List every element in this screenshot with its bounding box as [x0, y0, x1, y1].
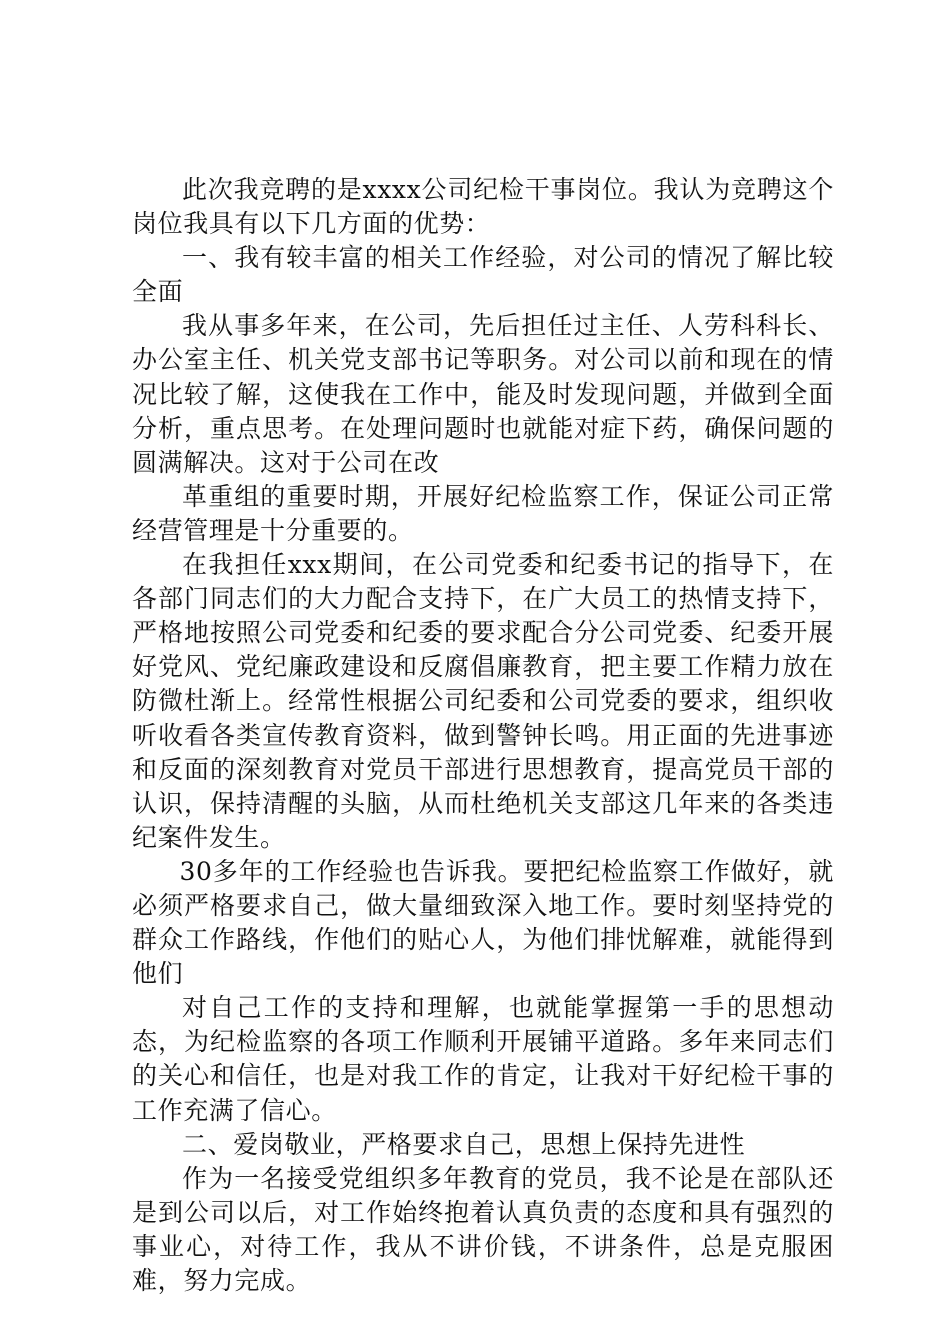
paragraph-experience: 我从事多年来，在公司，先后担任过主任、人劳科科长、办公室主任、机关党支部书记等职务。对公司以前和现在的情况比较了解，这使我在工作中，能及时发现问题，并做到全面分析，重点思考。在处理问题时也就能对症下药，确保问题的圆满解决。这对于公司在改 [132, 311, 834, 477]
paragraph-thirty-years: 30多年的工作经验也告诉我。要把纪检监察工作做好，就必须严格要求自己，做大量细致深入地工作。要时刻坚持党的群众工作路线，作他们的贴心人，为他们排忧解难，就能得到他们 [132, 856, 834, 989]
paragraph-support: 对自己工作的支持和理解，也就能掌握第一手的思想动态，为纪检监察的各项工作顺利开展铺平道路。多年来同志们的关心和信任，也是对我工作的肯定，让我对干好纪检干事的工作充满了信心。 [132, 993, 834, 1125]
paragraph-intro: 此次我竞聘的是xxxx公司纪检干事岗位。我认为竞聘这个岗位我具有以下几方面的优势： [132, 175, 834, 239]
paragraph-dedication: 作为一名接受党组织多年教育的党员，我不论是在部队还是到公司以后，对工作始终抱着认真负责的态度和具有强烈的事业心，对待工作，我从不讲价钱，不讲条件，总是克服困难，努力完成。 [132, 1163, 834, 1295]
heading-section-1: 一、我有较丰富的相关工作经验，对公司的情况了解比较全面 [132, 243, 834, 307]
paragraph-reform: 革重组的重要时期，开展好纪检监察工作，保证公司正常经营管理是十分重要的。 [132, 481, 834, 545]
paragraph-tenure: 在我担任xxx期间，在公司党委和纪委书记的指导下，在各部门同志们的大力配合支持下，在广大员工的热情支持下，严格地按照公司党委和纪委的要求配合分公司党委、纪委开展好党风、党纪廉政建设和反腐倡廉教育，把主要工作精力放在防微杜渐上。经常性根据公司纪委和公司党委的要求，组织收听收看各类宣传教育资料，做到警钟长鸣。用正面的先进事迹和反面的深刻教育对党员干部进行思想教育，提高党员干部的认识，保持清醒的头脑，从而杜绝机关支部这几年来的各类违纪案件发生。 [132, 550, 834, 852]
document-body [132, 173, 834, 1298]
heading-section-2: 二、爱岗敬业，严格要求自己，思想上保持先进性 [182, 1129, 746, 1159]
